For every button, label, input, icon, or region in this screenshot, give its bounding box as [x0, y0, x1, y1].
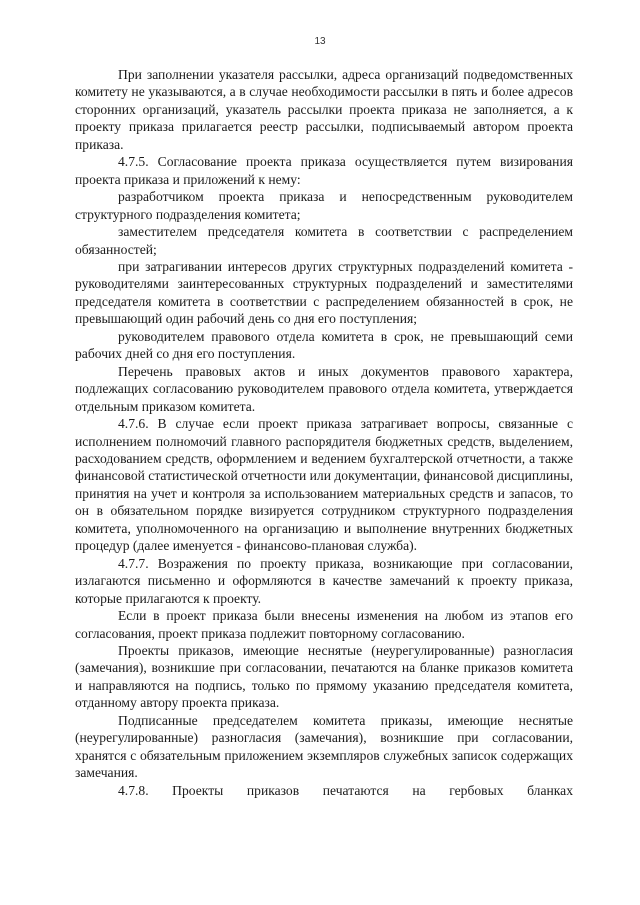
paragraph-other-units-approval: при затрагивании интересов других структурных подразделений комитета - руководителями заинтересованных структурных подразделений и заместителями председателя комитета в соответствии с распределением обязанностей в срок, не превышающий один рабочий день со дня его поступления;	[75, 258, 573, 327]
paragraph-distribution-list: При заполнении указателя рассылки, адреса организаций подведомственных комитету не указываются, а в случае необходимости рассылки в пять и более адресов сторонних организаций, указатель рассылки проекта приказа не заполняется, а к проекту приказа прилагается реестр рассылки, подписываемый автором проекта приказа.	[75, 67, 573, 152]
paragraph-legal-approval: руководителем правового отдела комитета в срок, не превышающий семи рабочих дней со дня его поступления.	[75, 328, 573, 362]
paragraph-4-7-7: 4.7.7. Возражения по проекту приказа, возникающие при согласовании, излагаются письменно и оформляются в качестве замечаний к проекту приказа, которые прилагаются к проекту.	[75, 555, 573, 606]
paragraph-4-7-5: 4.7.5. Согласование проекта приказа осуществляется путем визирования проекта приказа и приложений к нему:	[75, 154, 573, 187]
page-number: 13	[314, 36, 326, 47]
paragraph-signed-orders: Подписанные председателем комитета приказы, имеющие неснятые (неурегулированные) разногласия (замечания), возникшие при согласовании, хранятся с обязательным приложением экземпляров служебных записок содержащих замечания.	[75, 712, 573, 781]
document-body	[75, 66, 573, 799]
paragraph-4-7-8: 4.7.8. Проекты приказов печатаются на гербовых бланках	[118, 782, 573, 798]
paragraph-legal-acts-list: Перечень правовых актов и иных документов правового характера, подлежащих согласованию руководителем правового отдела комитета, утверждается отдельным приказом комитета.	[75, 363, 573, 414]
paragraph-deputy-approval: заместителем председателя комитета в соответствии с распределением обязанностей;	[75, 224, 573, 257]
paragraph-developer-approval: разработчиком проекта приказа и непосредственным руководителем структурного подразделения комитета;	[75, 189, 573, 222]
paragraph-re-approval: Если в проект приказа были внесены изменения на любом из этапов его согласования, проект приказа подлежит повторному согласованию.	[75, 608, 573, 641]
paragraph-unresolved-disagreements: Проекты приказов, имеющие неснятые (неурегулированные) разногласия (замечания), возникшие при согласовании, печатаются на бланке приказов комитета и направляются на подпись, только по прямому указанию председателя комитета, отданному автору проекта приказа.	[75, 642, 573, 711]
paragraph-4-7-6: 4.7.6. В случае если проект приказа затрагивает вопросы, связанные с исполнением полномочий главного распорядителя бюджетных средств, выделением, расходованием средств, оформлением и ведением бухгалтерской отчетности, а также финансовой статистической отчетности или документации, финансовой дисциплины, принятия на учет и контроля за использованием материальных средств и запасов, то он в обязательном порядке визируется сотрудником структурного подразделения комитета, уполномоченного на организацию и выполнение внутренних бюджетных процедур (далее именуется - финансово-плановая служба).	[75, 416, 573, 554]
